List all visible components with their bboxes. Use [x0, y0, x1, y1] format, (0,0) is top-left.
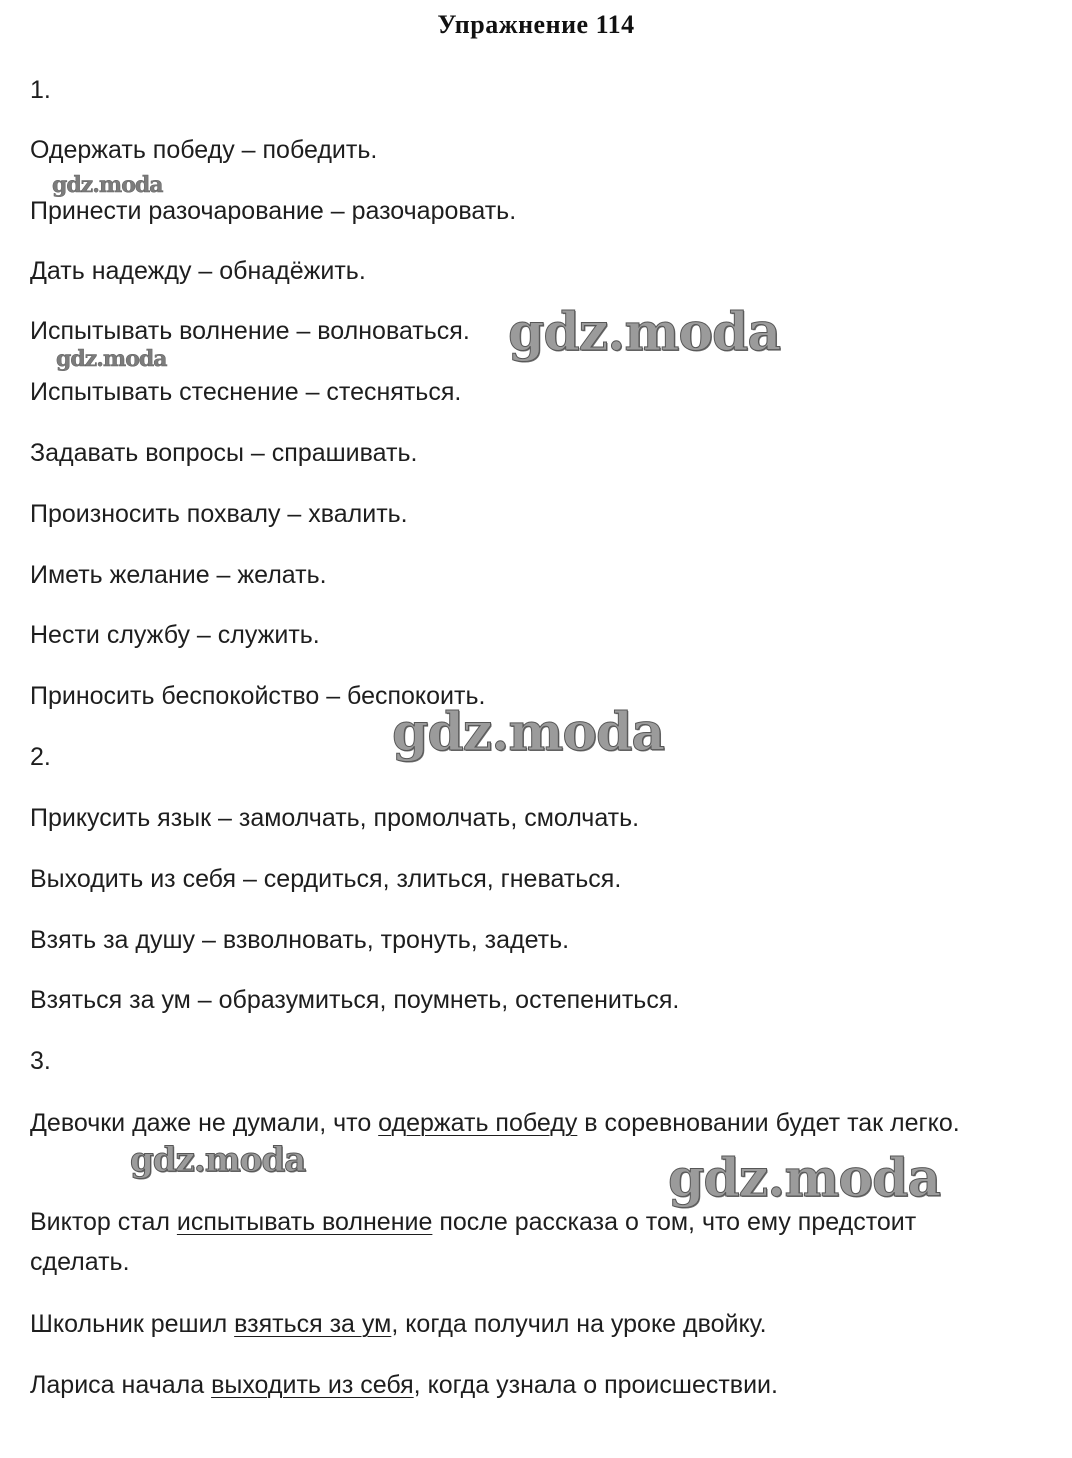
watermark-logo: gdz.moda — [508, 302, 781, 363]
section-2-item: Выходить из себя – сердиться, злиться, гневаться. — [30, 865, 622, 893]
watermark-logo: gdz.moda — [668, 1148, 941, 1209]
section-1-item: Нести службу – служить. — [30, 621, 320, 649]
underlined-phrase: одержать победу — [378, 1109, 578, 1137]
section-1-item: Иметь желание – желать. — [30, 561, 327, 589]
watermark-logo: gdz.moda — [56, 346, 167, 372]
section-3-sentence — [30, 1304, 1020, 1344]
sentence-text: Школьник решил — [30, 1310, 235, 1338]
watermark-logo: gdz.moda — [52, 172, 163, 198]
section-1-item: Испытывать стеснение – стесняться. — [30, 378, 462, 406]
section-1-item: Одержать победу – победить. — [30, 136, 378, 164]
section-3-sentence — [30, 1365, 1020, 1405]
section-2-number: 2. — [30, 743, 51, 771]
sentence-text: Виктор стал — [30, 1208, 177, 1236]
underlined-phrase: испытывать волнение — [176, 1208, 433, 1236]
section-2-item: Взяться за ум – образумиться, поумнеть, остепениться. — [30, 986, 680, 1014]
sentence-text: после рассказа о том, что ему предстоит сделать. — [30, 1208, 917, 1276]
section-3-sentence — [30, 1103, 1020, 1143]
watermark-logo: gdz.moda — [392, 702, 665, 763]
sentence-text: , когда получил на уроке двойку. — [391, 1310, 767, 1338]
section-3-sentence — [30, 1202, 1020, 1282]
underlined-phrase: выходить из себя — [211, 1371, 414, 1399]
sentence-text: Девочки даже не думали, что — [30, 1109, 379, 1137]
section-2-item: Взять за душу – взволновать, тронуть, задеть. — [30, 926, 570, 954]
section-1-item: Испытывать волнение – волноваться. — [30, 317, 470, 345]
section-3-number: 3. — [30, 1047, 51, 1075]
section-1-item: Приносить беспокойство – беспокоить. — [30, 682, 486, 710]
section-1-number: 1. — [30, 76, 51, 104]
underlined-phrase: взяться за ум — [234, 1310, 392, 1338]
sentence-text: в соревновании будет так легко. — [577, 1109, 960, 1137]
section-2-item: Прикусить язык – замолчать, промолчать, смолчать. — [30, 804, 640, 832]
section-1-item: Принести разочарование – разочаровать. — [30, 197, 517, 225]
sentence-text: Лариса начала — [30, 1371, 212, 1399]
watermark-logo: gdz.moda — [130, 1140, 306, 1180]
page-title: Упражнение 114 — [437, 10, 635, 39]
section-1-item: Произносить похвалу – хвалить. — [30, 500, 408, 528]
section-1-item: Дать надежду – обнадёжить. — [30, 257, 366, 285]
section-1-item: Задавать вопросы – спрашивать. — [30, 439, 418, 467]
sentence-text: , когда узнала о происшествии. — [413, 1371, 778, 1399]
